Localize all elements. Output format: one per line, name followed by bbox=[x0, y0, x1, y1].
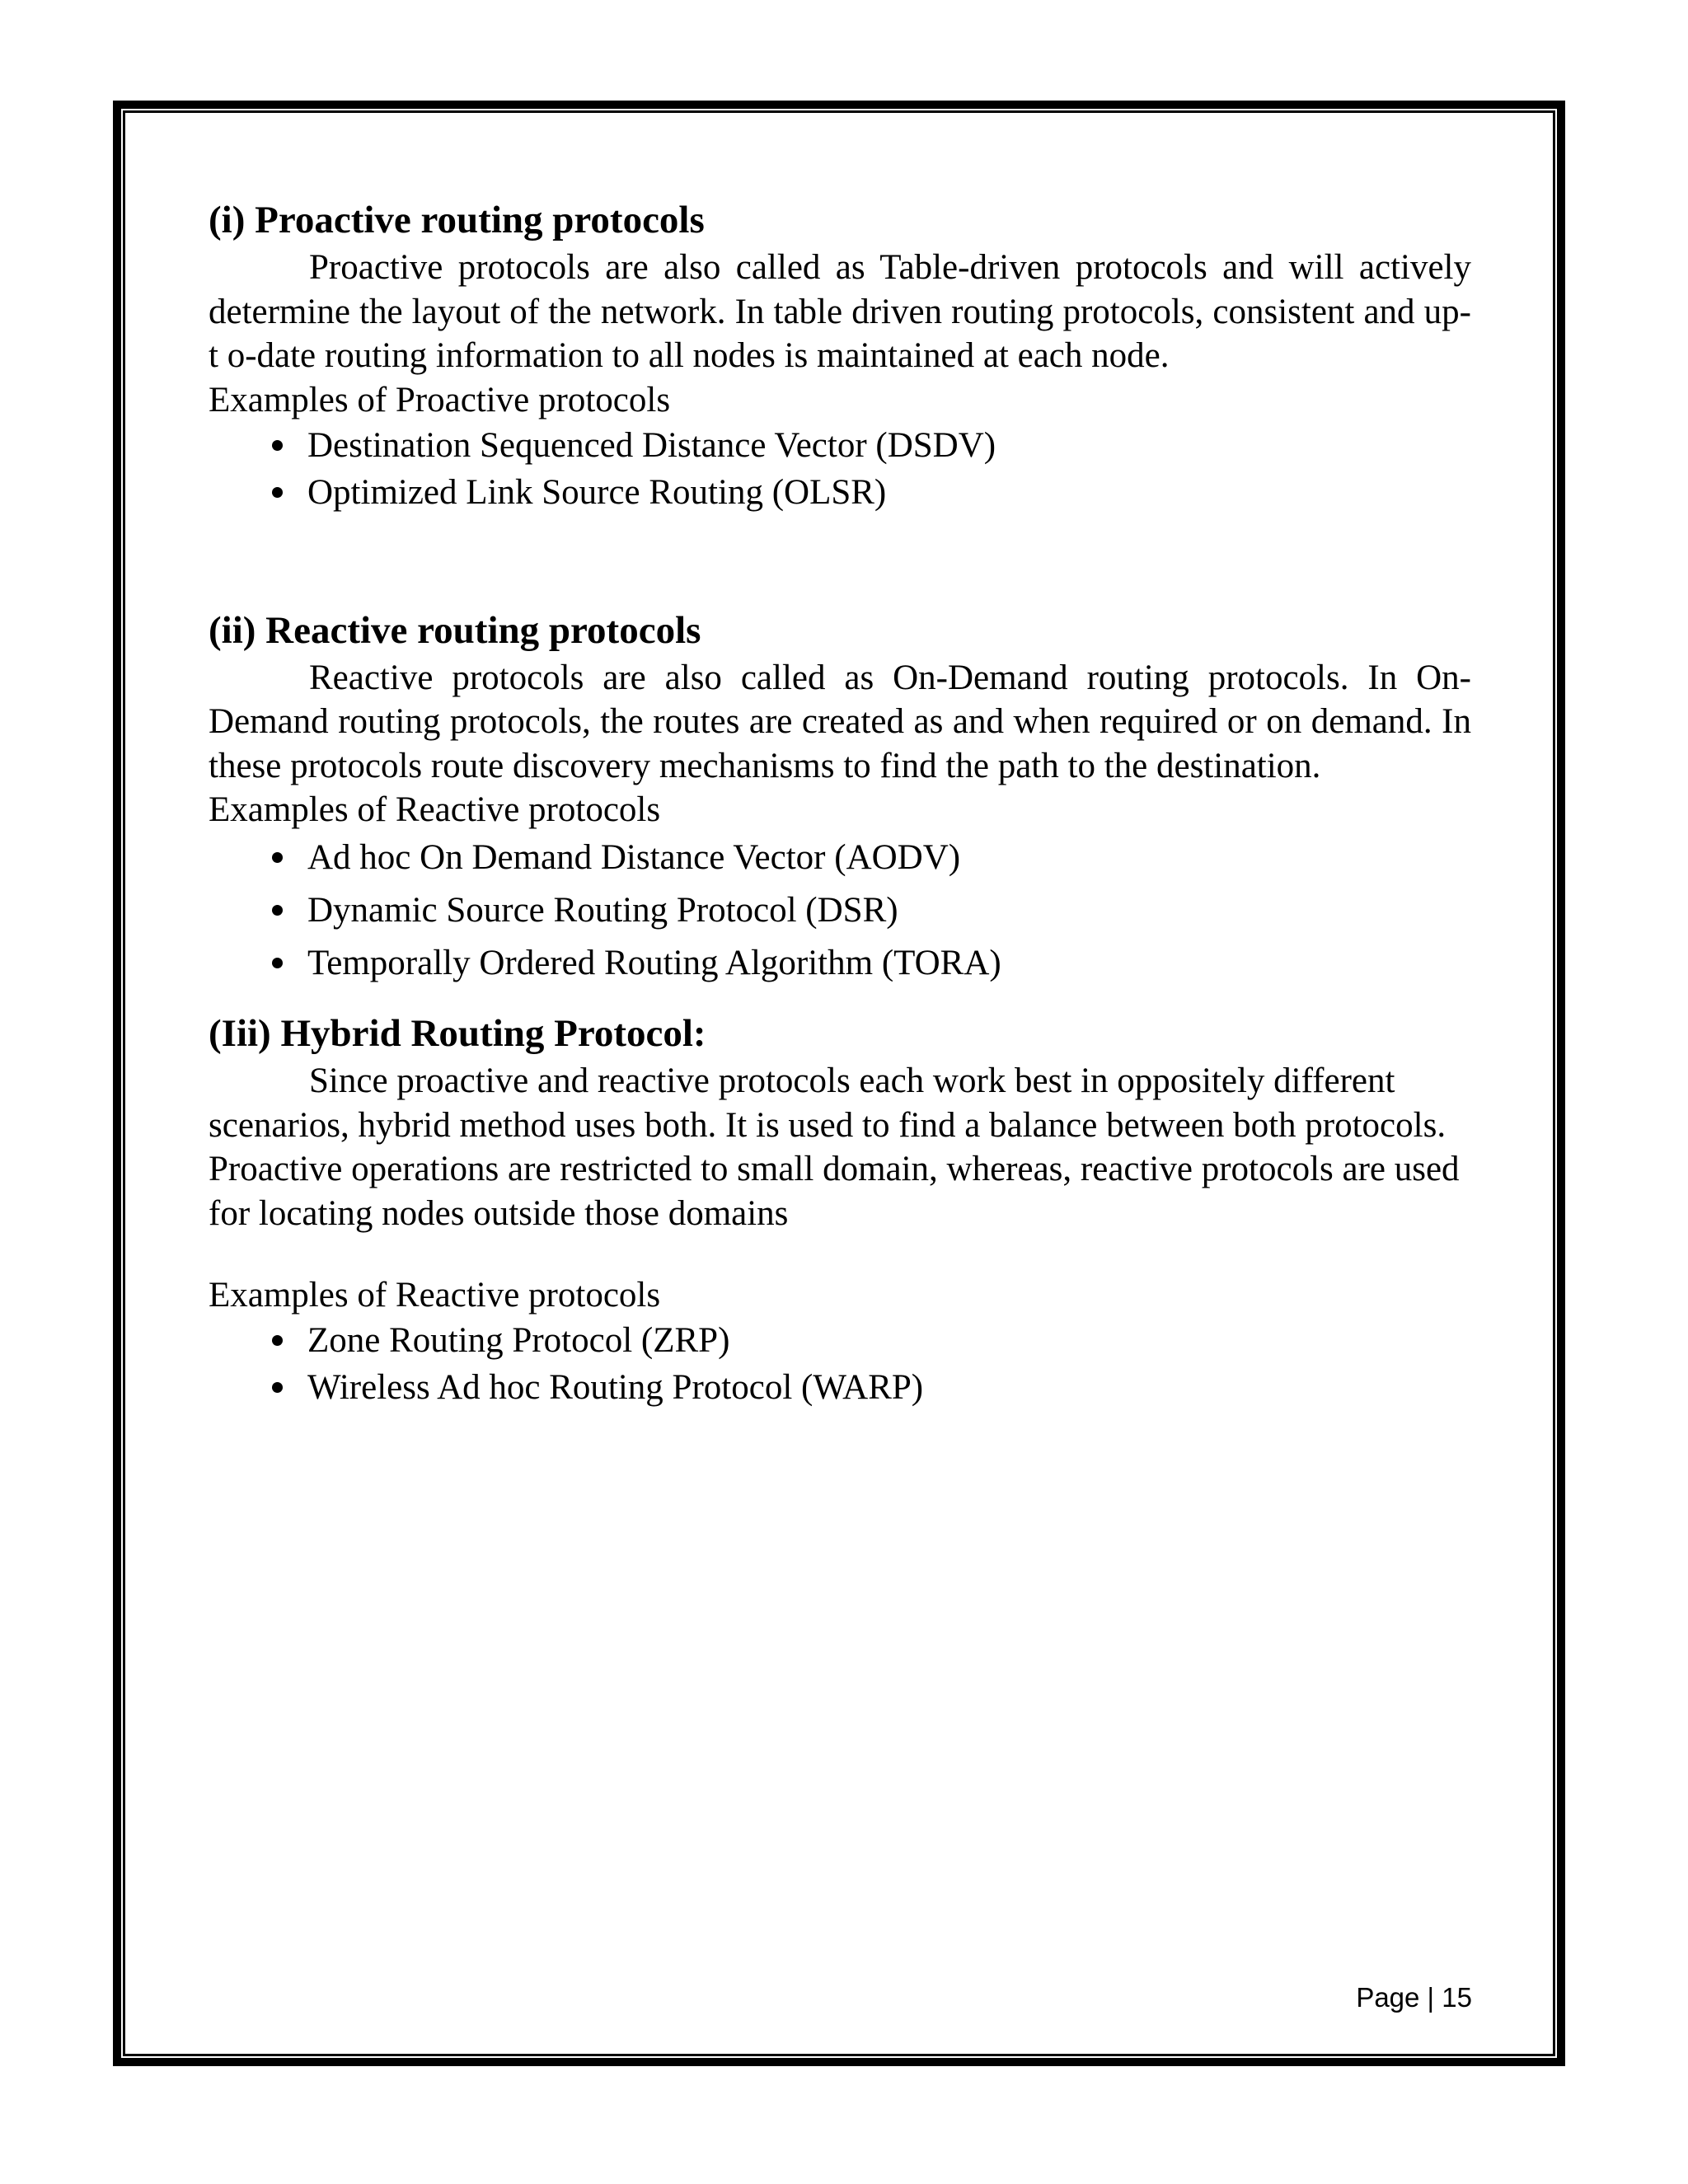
section-paragraph: Proactive protocols are also called as Table-driven protocols and will actively determine the layout of the network. In table driven routing protocols, consistent and up-t o-date routing information to all nodes is maintained at each node. bbox=[209, 248, 1471, 375]
examples-label: Examples of Proactive protocols bbox=[209, 380, 671, 419]
section-heading: (i) Proactive routing protocols bbox=[209, 199, 705, 241]
section-paragraph: Reactive protocols are also called as On-Demand routing protocols. In On-Demand routing protocols, the routes are created as and when required or on demand. In these protocols route discovery mechanisms to find the path to the destination. bbox=[209, 658, 1471, 785]
list-item bbox=[209, 1364, 1471, 1411]
list-item bbox=[209, 1317, 1471, 1364]
bullet-icon bbox=[272, 852, 283, 863]
page-number: Page | 15 bbox=[1356, 1982, 1472, 2013]
examples-list bbox=[209, 422, 1471, 516]
list-item-text: Destination Sequenced Distance Vector (DSDV) bbox=[307, 425, 996, 465]
list-item bbox=[209, 469, 1471, 516]
section-paragraph: Since proactive and reactive protocols each work best in oppositely different scenarios, hybrid method uses both. It is used to find a balance between both protocols. Proactive operations are restricted to small domain, whereas, reactive protocols are used for locating nodes outside those domains bbox=[209, 1062, 1460, 1233]
section-heading: (Iii) Hybrid Routing Protocol: bbox=[209, 1012, 706, 1055]
section-proactive bbox=[209, 194, 1471, 516]
page-content bbox=[209, 194, 1471, 1411]
list-item-text: Zone Routing Protocol (ZRP) bbox=[307, 1321, 730, 1360]
bullet-icon bbox=[272, 958, 283, 968]
list-item bbox=[209, 832, 1471, 884]
list-item-text: Dynamic Source Routing Protocol (DSR) bbox=[307, 891, 898, 930]
examples-label: Examples of Reactive protocols bbox=[209, 790, 661, 829]
list-item-text: Wireless Ad hoc Routing Protocol (WARP) bbox=[307, 1368, 924, 1407]
bullet-icon bbox=[272, 1382, 283, 1393]
list-item bbox=[209, 937, 1471, 990]
list-item-text: Temporally Ordered Routing Algorithm (TORA) bbox=[307, 944, 1001, 982]
examples-list bbox=[209, 1317, 1471, 1411]
section-heading: (ii) Reactive routing protocols bbox=[209, 608, 701, 652]
list-item bbox=[209, 422, 1471, 469]
list-item-text: Ad hoc On Demand Distance Vector (AODV) bbox=[307, 838, 961, 877]
list-item-text: Optimized Link Source Routing (OLSR) bbox=[307, 472, 887, 512]
bullet-icon bbox=[272, 487, 283, 498]
bullet-icon bbox=[272, 440, 283, 451]
section-hybrid bbox=[209, 1008, 1471, 1411]
bullet-icon bbox=[272, 1335, 283, 1346]
list-item bbox=[209, 884, 1471, 937]
examples-list bbox=[209, 832, 1471, 990]
section-reactive bbox=[209, 605, 1471, 991]
bullet-icon bbox=[272, 905, 283, 916]
examples-label: Examples of Reactive protocols bbox=[209, 1276, 661, 1315]
